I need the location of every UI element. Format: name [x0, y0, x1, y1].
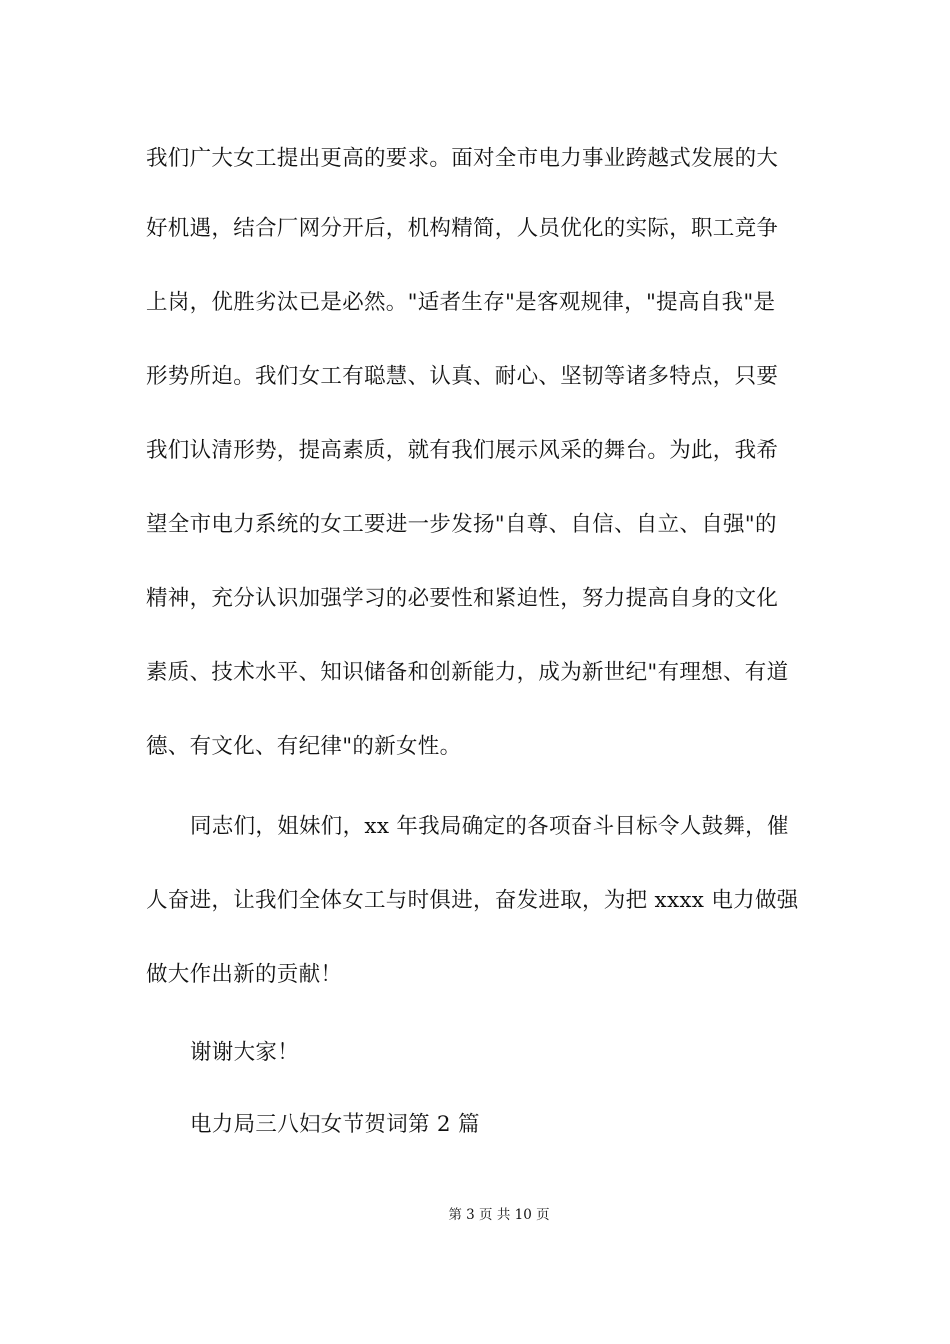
- text-line: 形势所迫。我们女工有聪慧、认真、耐心、坚韧等诸多特点，只要: [146, 364, 779, 389]
- text-line: 德、有文化、有纪律"的新女性。: [146, 734, 462, 759]
- page-footer: 第 3 页 共 10 页: [448, 1207, 550, 1223]
- text-line: 做大作出新的贡献！: [146, 962, 343, 987]
- text-line: 同志们，姐妹们，xx 年我局确定的各项奋斗目标令人鼓舞，催: [190, 814, 789, 839]
- text-line: 望全市电力系统的女工要进一步发扬"自尊、自信、自立、自强"的: [146, 512, 777, 537]
- text-line: 谢谢大家！: [190, 1040, 300, 1065]
- text-line: 好机遇，结合厂网分开后，机构精简，人员优化的实际，职工竞争: [146, 216, 779, 241]
- text-line: 电力局三八妇女节贺词第 2 篇: [190, 1112, 480, 1137]
- text-line: 人奋进，让我们全体女工与时俱进，奋发进取，为把 xxxx 电力做强: [146, 888, 799, 913]
- text-line: 我们认清形势，提高素质，就有我们展示风采的舞台。为此，我希: [146, 438, 779, 463]
- text-line: 精神，充分认识加强学习的必要性和紧迫性，努力提高自身的文化: [146, 586, 779, 611]
- text-line: 我们广大女工提出更高的要求。面对全市电力事业跨越式发展的大: [146, 146, 779, 171]
- text-line: 素质、技术水平、知识储备和创新能力，成为新世纪"有理想、有道: [146, 660, 789, 685]
- text-line: 上岗，优胜劣汰已是必然。"适者生存"是客观规律，"提高自我"是: [146, 290, 776, 315]
